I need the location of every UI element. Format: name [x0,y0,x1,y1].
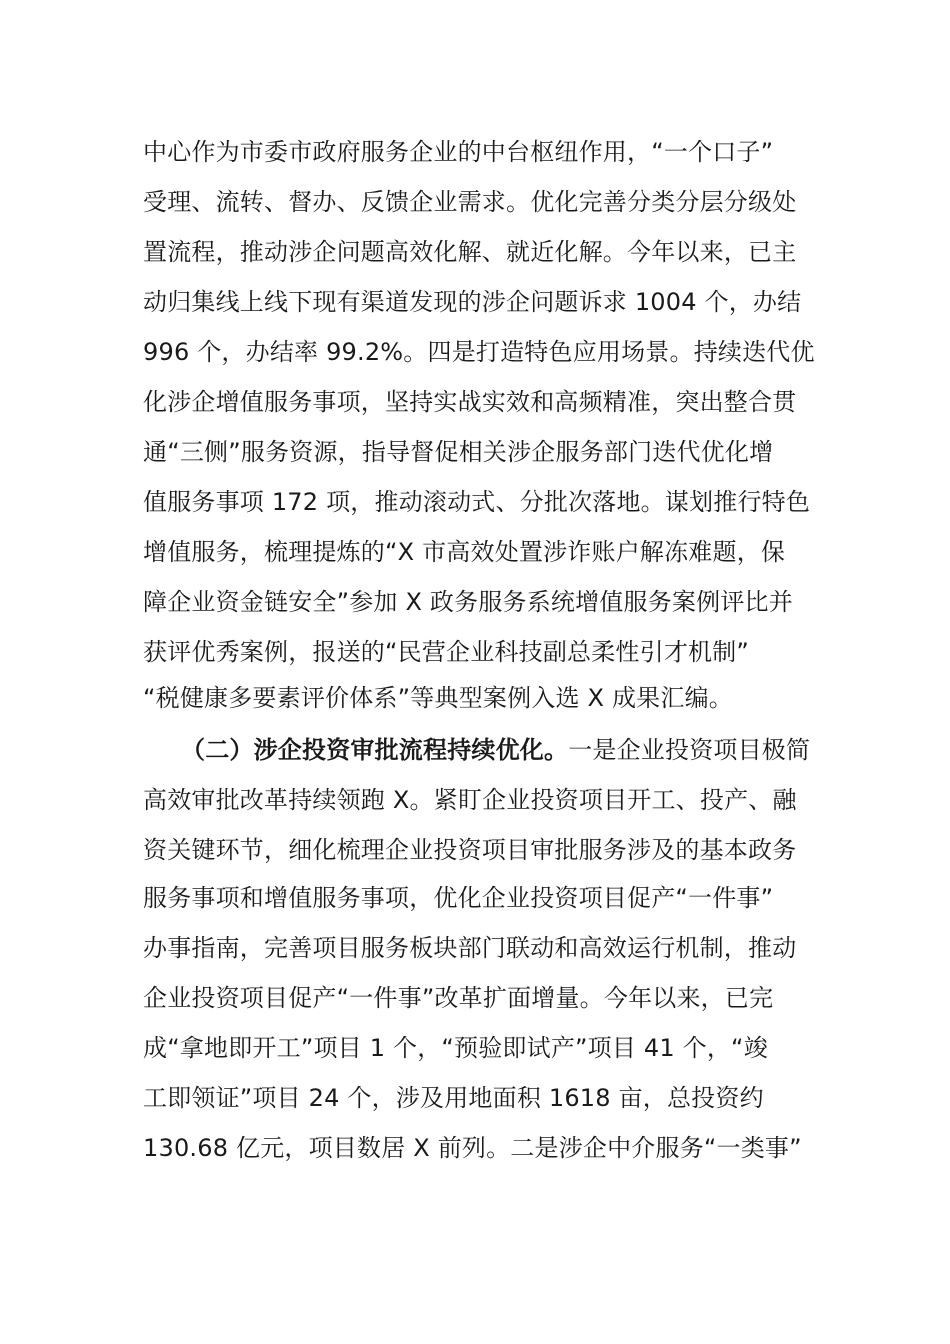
paragraph-line: 障企业资金链安全”参加 X 政务服务系统增值服务案例评比并 [143,588,793,616]
paragraph-line: 受理、流转、督办、反馈企业需求。优化完善分类分层分级处 [143,188,797,216]
paragraph-line: 获评优秀案例，报送的“民营企业科技副总柔性引才机制” [143,638,750,666]
paragraph-line: 化涉企增值服务事项，坚持实战实效和高频精准，突出整合贯 [143,388,797,416]
paragraph-line: 动归集线上线下现有渠道发现的涉企问题诉求 1004 个，办结 [143,288,802,316]
paragraph-line: 中心作为市委市政府服务企业的中台枢纽作用，“一个口子” [143,138,774,166]
paragraph-line: 130.68 亿元，项目数居 X 前列。二是涉企中介服务“一类事” [143,1134,802,1162]
paragraph-line: 服务事项和增值服务事项，优化企业投资项目促产“一件事” [143,884,774,912]
paragraph-line: 值服务事项 172 项，推动滚动式、分批次落地。谋划推行特色 [143,488,811,516]
paragraph-line: 增值服务，梳理提炼的“X 市高效处置涉诈账户解冻难题，保 [143,538,786,566]
section-heading-continuation: 一是企业投资项目极简 [568,736,811,764]
paragraph-line: 高效审批改革持续领跑 X。紧盯企业投资项目开工、投产、融 [143,786,797,814]
paragraph-line: “税健康多要素评价体系”等典型案例入选 X 成果汇编。 [143,684,733,712]
paragraph-line: 置流程，推动涉企问题高效化解、就近化解。今年以来，已主 [143,238,797,266]
paragraph-line: 成“拿地即开工”项目 1 个，“预验即试产”项目 41 个，“竣 [143,1034,768,1062]
paragraph-line: 工即领证”项目 24 个，涉及用地面积 1618 亩，总投资约 [143,1084,764,1112]
section-heading: （二）涉企投资审批流程持续优化。 [181,736,569,764]
paragraph-line: 资关键环节，细化梳理企业投资项目审批服务涉及的基本政务 [143,836,797,864]
paragraph-line: 企业投资项目促产“一件事”改革扩面增量。今年以来，已完 [143,984,774,1012]
paragraph-line: 996 个，办结率 99.2%。四是打造特色应用场景。持续迭代优 [143,338,815,366]
paragraph-line: 办事指南，完善项目服务板块部门联动和高效运行机制，推动 [143,934,797,962]
section-heading-line [181,725,810,775]
paragraph-line: 通“三侧”服务资源，指导督促相关涉企服务部门迭代优化增 [143,438,774,466]
